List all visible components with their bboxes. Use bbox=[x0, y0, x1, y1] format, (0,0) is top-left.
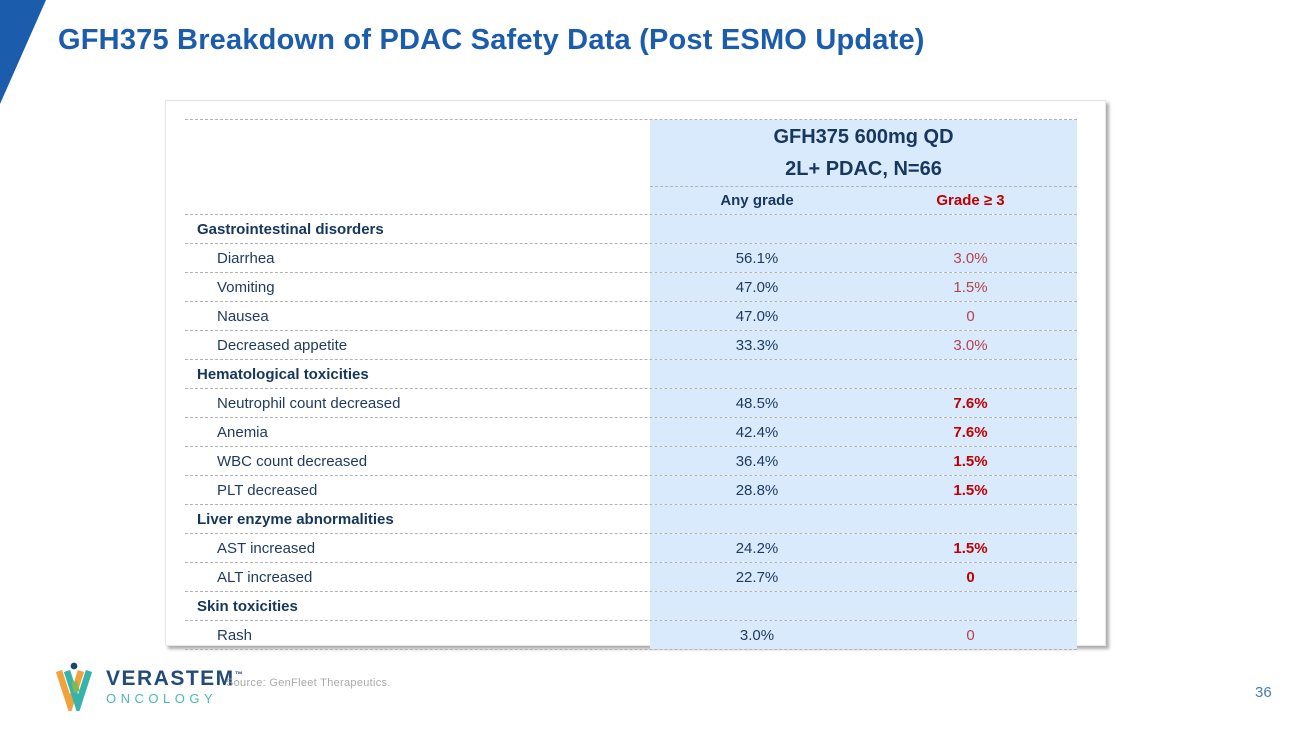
row-label: ALT increased bbox=[217, 568, 313, 586]
grade3-value: 1.5% bbox=[864, 273, 1077, 301]
any-grade-value: 42.4% bbox=[650, 418, 864, 446]
verastem-v-icon bbox=[54, 661, 98, 711]
any-grade-value bbox=[650, 505, 864, 533]
item-row bbox=[185, 475, 1077, 504]
item-row bbox=[185, 388, 1077, 417]
item-row bbox=[185, 620, 1077, 649]
row-label: Rash bbox=[217, 626, 253, 644]
grade3-value: 1.5% bbox=[864, 447, 1077, 475]
source-note: Source: GenFleet Therapeutics. bbox=[226, 677, 391, 689]
verastem-logo bbox=[54, 661, 244, 711]
row-label: WBC count decreased bbox=[217, 452, 368, 470]
grade3-value bbox=[864, 215, 1077, 243]
row-label: AST increased bbox=[217, 539, 316, 557]
grade3-value: 3.0% bbox=[864, 331, 1077, 359]
any-grade-value: 36.4% bbox=[650, 447, 864, 475]
row-label: Skin toxicities bbox=[197, 597, 298, 615]
item-row bbox=[185, 446, 1077, 475]
item-row bbox=[185, 243, 1077, 272]
category-row bbox=[185, 214, 1077, 243]
grade3-value bbox=[864, 360, 1077, 388]
item-row bbox=[185, 562, 1077, 591]
grade3-value: 7.6% bbox=[864, 389, 1077, 417]
slide-title: GFH375 Breakdown of PDAC Safety Data (Post ESMO Update) bbox=[58, 24, 925, 56]
any-grade-value: 47.0% bbox=[650, 273, 864, 301]
table-column-header-row bbox=[185, 186, 1077, 214]
grade3-value: 3.0% bbox=[864, 244, 1077, 272]
category-row bbox=[185, 504, 1077, 533]
group-header-line1: GFH375 600mg QD bbox=[773, 126, 954, 148]
column-header-spacer bbox=[185, 186, 650, 214]
grade3-value: 1.5% bbox=[864, 534, 1077, 562]
logo-name: VERASTEM™ bbox=[106, 667, 245, 690]
item-row bbox=[185, 533, 1077, 562]
group-header-line2: 2L+ PDAC, N=66 bbox=[785, 158, 942, 180]
any-grade-value: 28.8% bbox=[650, 476, 864, 504]
any-grade-value: 33.3% bbox=[650, 331, 864, 359]
row-label: Gastrointestinal disorders bbox=[197, 220, 384, 238]
row-label: Hematological toxicities bbox=[197, 365, 369, 383]
grade3-value: 1.5% bbox=[864, 476, 1077, 504]
page-number: 36 bbox=[1255, 684, 1272, 701]
row-label: PLT decreased bbox=[217, 481, 318, 499]
any-grade-value bbox=[650, 360, 864, 388]
logo-text bbox=[106, 661, 244, 707]
logo-subtext: ONCOLOGY bbox=[106, 691, 218, 706]
item-row bbox=[185, 272, 1077, 301]
grade3-value: 0 bbox=[864, 621, 1077, 649]
row-label: Nausea bbox=[217, 307, 269, 325]
logo-tm: ™ bbox=[234, 670, 245, 679]
any-grade-value: 47.0% bbox=[650, 302, 864, 330]
category-row bbox=[185, 591, 1077, 620]
row-label: Liver enzyme abnormalities bbox=[197, 510, 394, 528]
any-grade-value bbox=[650, 215, 864, 243]
grade3-value: 0 bbox=[864, 563, 1077, 591]
table-group-header-row bbox=[185, 119, 1077, 186]
item-row bbox=[185, 301, 1077, 330]
grade3-value bbox=[864, 592, 1077, 620]
grade3-value: 7.6% bbox=[864, 418, 1077, 446]
row-label: Vomiting bbox=[217, 278, 275, 296]
table-body bbox=[185, 214, 1077, 649]
column-header-any-grade: Any grade bbox=[650, 186, 864, 214]
any-grade-value: 56.1% bbox=[650, 244, 864, 272]
row-label: Anemia bbox=[217, 423, 268, 441]
group-header-spacer bbox=[185, 120, 650, 186]
row-label: Neutrophil count decreased bbox=[217, 394, 401, 412]
any-grade-value: 48.5% bbox=[650, 389, 864, 417]
corner-accent-shape bbox=[0, 0, 46, 104]
any-grade-value: 22.7% bbox=[650, 563, 864, 591]
row-label: Diarrhea bbox=[217, 249, 275, 267]
safety-table bbox=[185, 119, 1077, 650]
row-label: Decreased appetite bbox=[217, 336, 348, 354]
item-row bbox=[185, 330, 1077, 359]
any-grade-value: 3.0% bbox=[650, 621, 864, 649]
grade3-value: 0 bbox=[864, 302, 1077, 330]
item-row bbox=[185, 417, 1077, 446]
column-header-grade3: Grade ≥ 3 bbox=[864, 186, 1077, 214]
any-grade-value: 24.2% bbox=[650, 534, 864, 562]
category-row bbox=[185, 359, 1077, 388]
any-grade-value bbox=[650, 592, 864, 620]
grade3-value bbox=[864, 505, 1077, 533]
safety-table-panel bbox=[165, 100, 1106, 646]
group-header-cell bbox=[650, 120, 1077, 186]
